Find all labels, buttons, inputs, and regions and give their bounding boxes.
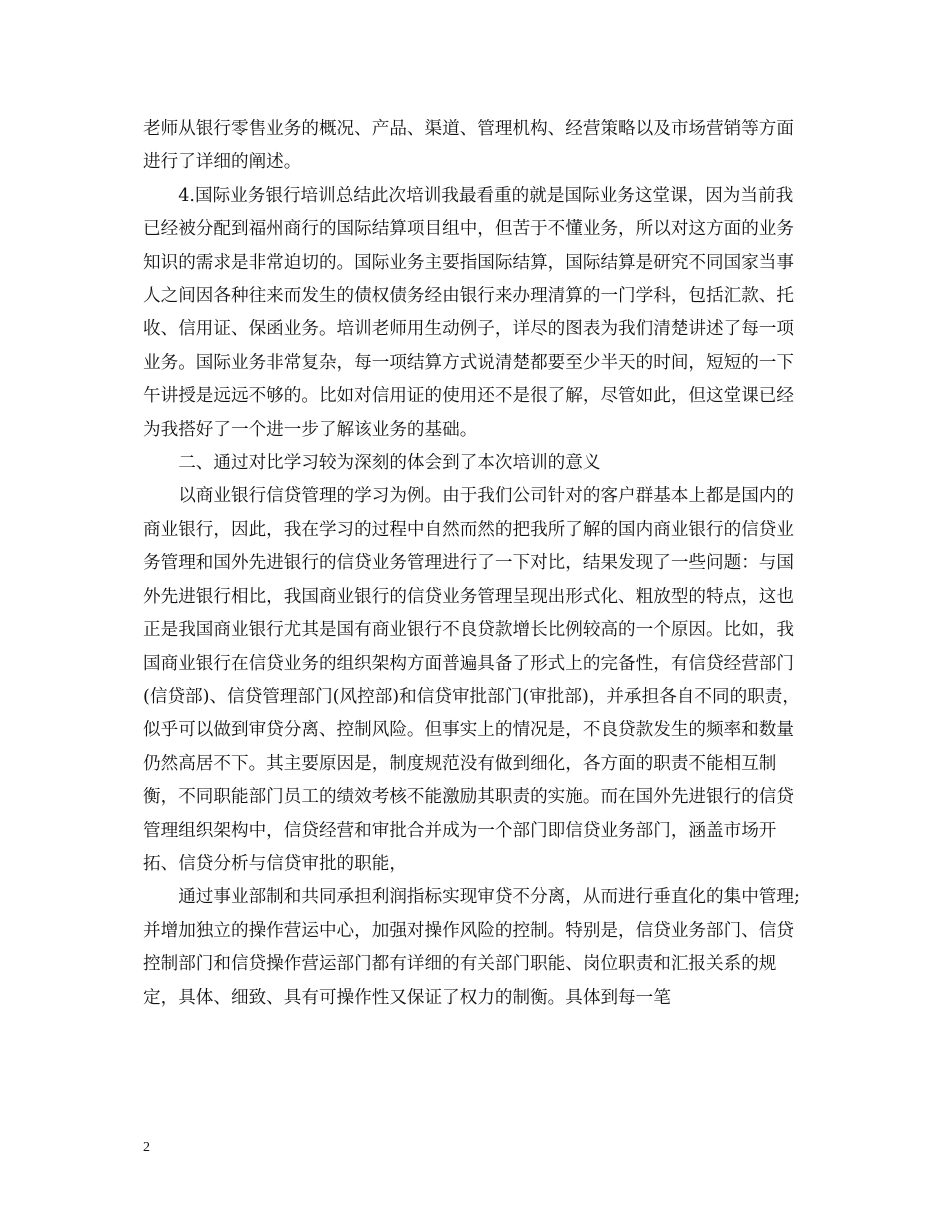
document-body — [143, 113, 807, 1015]
paragraph-retail-summary: 老师从银行零售业务的概况、产品、渠道、管理机构、经营策略以及市场营销等方面进行了详细的阐述。 — [143, 119, 794, 173]
paragraph-business-unit: 通过事业部制和共同承担利润指标实现审贷不分离，从而进行垂直化的集中管理;并增加独立的操作营运中心，加强对操作风险的控制。特别是，信贷业务部门、信贷控制部门和信贷操作营运部门都有详细的有关部门职能、岗位职责和汇报关系的规定，具体、细致、具有可操作性又保证了权力的制衡。具体到每一笔 — [143, 887, 800, 1008]
page-number: 2 — [143, 1140, 150, 1155]
paragraph-international-business: 4.国际业务银行培训总结此次培训我最看重的就是国际业务这堂课，因为当前我已经被分配到福州商行的国际结算项目组中，但苦于不懂业务，所以对这方面的业务知识的需求是非常迫切的。国际业务主要指国际结算，国际结算是研究不同国家当事人之间因各种往来而发生的债权债务经由银行来办理清算的一门学科，包括汇款、托收、信用证、保函业务。培训老师用生动例子，详尽的图表为我们清楚讲述了每一项业务。国际业务非常复杂，每一项结算方式说清楚都要至少半天的时间，短短的一下午讲授是远远不够的。比如对信用证的使用还不是很了解，尽管如此，但这堂课已经为我搭好了一个进一步了解该业务的基础。 — [143, 185, 794, 440]
section-heading-comparison: 二、通过对比学习较为深刻的体会到了本次培训的意义 — [178, 453, 601, 474]
paragraph-credit-management: 以商业银行信贷管理的学习为例。由于我们公司针对的客户群基本上都是国内的商业银行，因此，我在学习的过程中自然而然的把我所了解的国内商业银行的信贷业务管理和国外先进银行的信贷业务管理进行了一下对比，结果发现了一些问题：与国外先进银行相比，我国商业银行的信贷业务管理呈现出形式化、粗放型的特点，这也正是我国商业银行尤其是国有商业银行不良贷款增长比例较高的一个原因。比如，我国商业银行在信贷业务的组织架构方面普遍具备了形式上的完备性，有信贷经营部门(信贷部)、信贷管理部门(风控部)和信贷审批部门(审批部)，并承担各自不同的职责，似乎可以做到审贷分离、控制风险。但事实上的情况是，不良贷款发生的频率和数量仍然高居不下。其主要原因是，制度规范没有做到细化，各方面的职责不能相互制衡，不同职能部门员工的绩效考核不能激励其职责的实施。而在国外先进银行的信贷管理组织架构中，信贷经营和审批合并成为一个部门即信贷业务部门，涵盖市场开拓、信贷分析与信贷审批的职能， — [143, 486, 800, 874]
